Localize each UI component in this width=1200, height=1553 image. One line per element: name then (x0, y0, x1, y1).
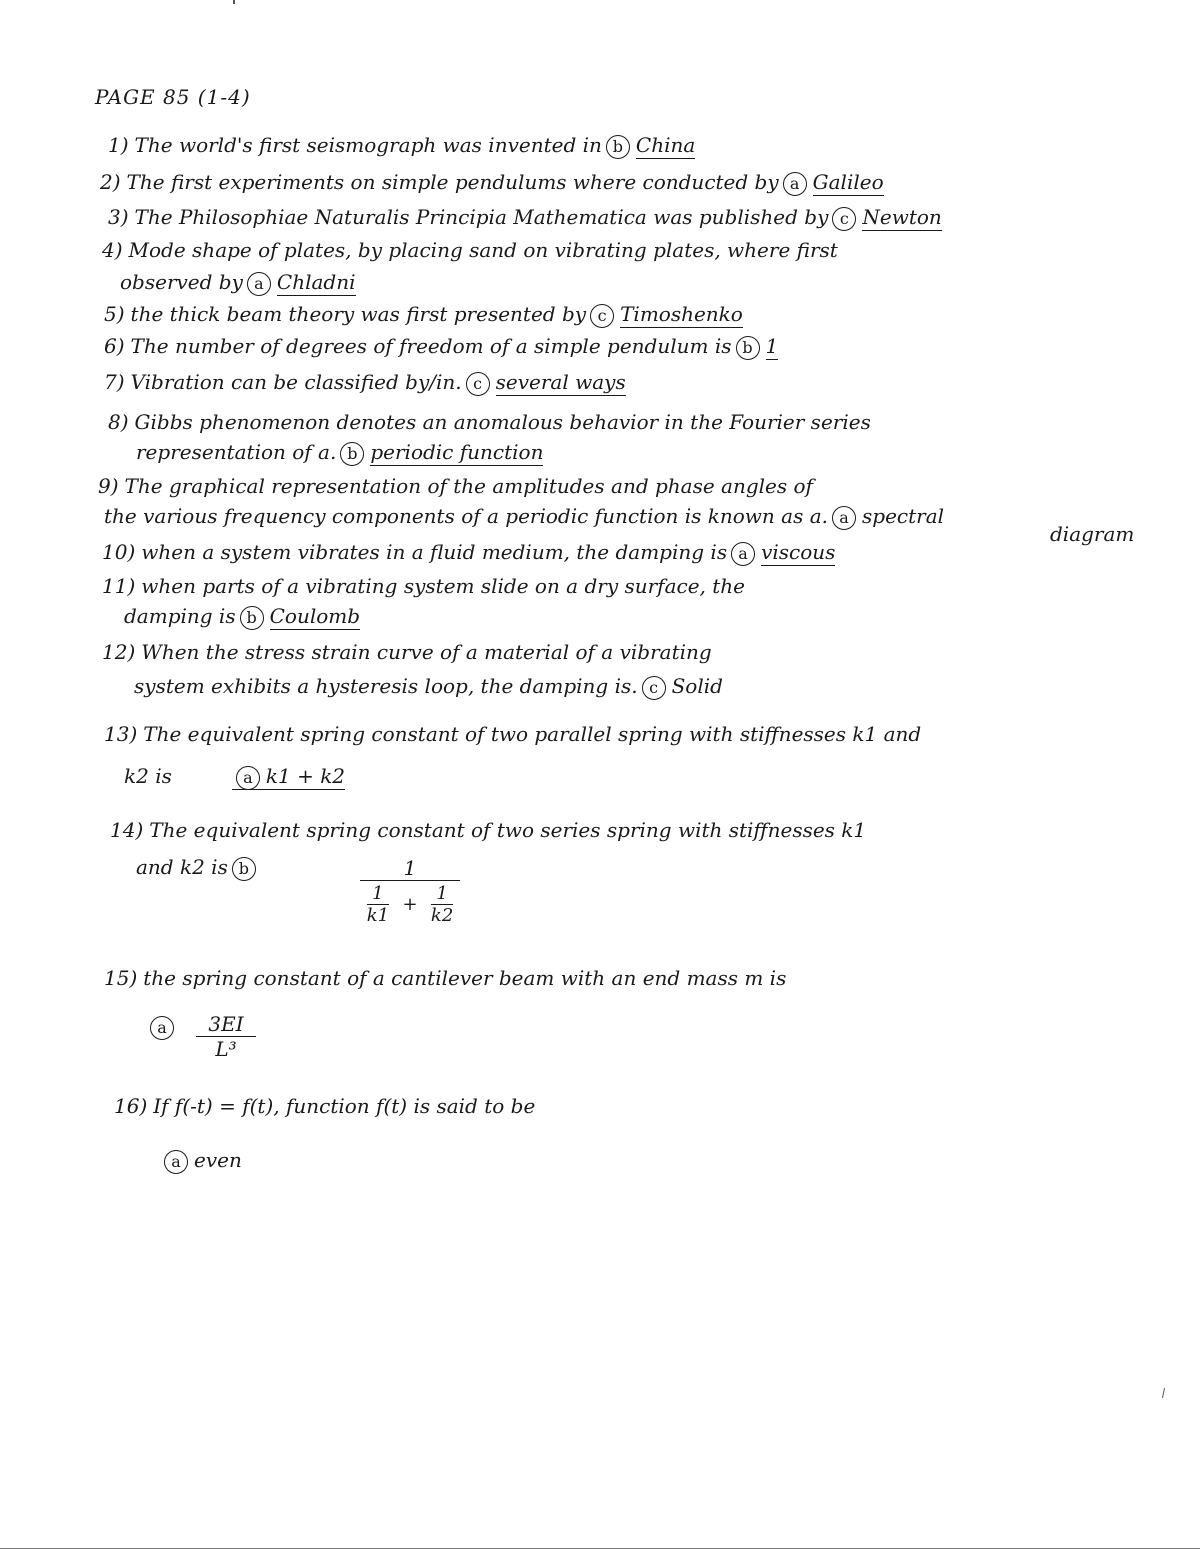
answer: 1 (765, 334, 779, 358)
question-number: 16) (114, 1094, 148, 1118)
question-number: 8) (108, 410, 129, 434)
question-number: 15) (104, 966, 138, 990)
question-number: 10) (102, 540, 136, 564)
fraction-numerator: 3EI (208, 1012, 244, 1036)
question-9-continued (104, 504, 944, 530)
question-text: observed by (120, 270, 243, 294)
question-text: damping is (124, 604, 236, 628)
answer-group (232, 764, 345, 790)
scan-mark (233, 0, 235, 4)
question-3 (108, 205, 942, 231)
question-4 (102, 238, 838, 262)
choice-marker: a (236, 766, 260, 790)
term-denominator: k1 (366, 905, 390, 926)
question-text: Gibbs phenomenon denotes an anomalous behavior in the Fourier series (134, 410, 871, 434)
question-text: the various frequency components of a periodic function is known as a. (104, 504, 828, 528)
answer: Newton (862, 205, 942, 229)
question-text: Mode shape of plates, by placing sand on vibrating plates, where first (128, 238, 838, 262)
question-13 (104, 722, 921, 746)
question-text: The number of degrees of freedom of a simple pendulum is (130, 334, 732, 358)
choice-marker: c (590, 304, 614, 328)
choice-marker: c (832, 207, 856, 231)
question-text: The world's first seismograph was invented in (134, 133, 602, 157)
question-text: when parts of a vibrating system slide on a dry surface, the (141, 574, 746, 598)
question-5 (104, 302, 743, 328)
answer: several ways (495, 370, 626, 394)
fraction-denominator (360, 883, 460, 926)
choice-marker: b (232, 857, 256, 881)
question-number: 13) (104, 722, 138, 746)
answer: China (635, 133, 696, 157)
question-text: representation of a. (136, 440, 337, 464)
scan-mark (1162, 1388, 1165, 1398)
choice-marker: a (164, 1150, 188, 1174)
question-number: 7) (104, 370, 125, 394)
choice-marker: c (642, 676, 666, 700)
question-text: The first experiments on simple pendulums where conducted by (126, 170, 779, 194)
question-9-answer-continued (1050, 522, 1134, 546)
question-number: 11) (102, 574, 136, 598)
question-16 (114, 1094, 535, 1118)
fraction-bar (360, 880, 460, 881)
question-text: and k2 is (136, 855, 228, 879)
question-10 (102, 540, 835, 566)
term-numerator: 1 (372, 883, 384, 904)
question-text: the spring constant of a cantilever beam with an end mass m is (143, 966, 787, 990)
question-14-continued (136, 855, 262, 881)
denominator-term-1 (367, 883, 389, 926)
question-12 (102, 640, 712, 664)
question-text: when a system vibrates in a fluid medium, the damping is (141, 540, 728, 564)
question-number: 9) (98, 474, 119, 498)
question-6 (104, 334, 778, 360)
choice-marker: b (240, 606, 264, 630)
question-9 (98, 474, 813, 498)
question-15 (104, 966, 786, 990)
question-text: The equivalent spring constant of two series spring with stiffnesses k1 (149, 818, 867, 842)
question-13-continued (124, 764, 345, 790)
question-number: 12) (102, 640, 136, 664)
term-numerator: 1 (436, 883, 448, 904)
denominator-term-2 (431, 883, 453, 926)
question-11-continued (124, 604, 360, 630)
question-text: The graphical representation of the amplitudes and phase angles of (124, 474, 813, 498)
answer-fraction (360, 856, 460, 926)
answer: viscous (761, 540, 836, 564)
question-number: 6) (104, 334, 125, 358)
answer: periodic function (370, 440, 544, 464)
answer: k1 + k2 (265, 764, 346, 788)
question-number: 3) (108, 205, 129, 229)
choice-marker: b (606, 135, 630, 159)
question-text: system exhibits a hysteresis loop, the damping is. (134, 674, 638, 698)
choice-marker: a (783, 172, 807, 196)
choice-marker: a (150, 1016, 174, 1040)
question-text: The equivalent spring constant of two parallel spring with stiffnesses k1 and (143, 722, 922, 746)
question-2 (100, 170, 884, 196)
answer: Chladni (276, 270, 356, 294)
answer: Coulomb (269, 604, 361, 628)
question-15-continued (146, 1014, 180, 1040)
question-text: The Philosophiae Naturalis Principia Mathematica was published by (134, 205, 829, 229)
question-number: 14) (110, 818, 144, 842)
plus-sign: + (402, 894, 418, 915)
fraction-numerator: 1 (403, 856, 417, 880)
choice-marker: b (340, 442, 364, 466)
term-denominator: k2 (430, 905, 454, 926)
question-text: k2 is (124, 764, 172, 788)
question-11 (102, 574, 745, 598)
choice-marker: a (731, 542, 755, 566)
answer: even (194, 1148, 242, 1172)
page-heading: PAGE 85 (1-4) (95, 85, 251, 109)
question-text: Vibration can be classified by/in. (130, 370, 462, 394)
answer: Timoshenko (620, 302, 743, 326)
choice-marker: a (247, 272, 271, 296)
choice-marker: a (832, 506, 856, 530)
question-text: the thick beam theory was first presented by (130, 302, 587, 326)
choice-marker: b (736, 336, 760, 360)
question-14 (110, 818, 866, 842)
scan-edge-line (0, 1548, 1200, 1549)
choice-marker: c (466, 372, 490, 396)
question-12-continued (134, 674, 723, 700)
answer: Solid (671, 674, 723, 698)
question-text: When the stress strain curve of a material of a vibrating (141, 640, 712, 664)
question-16-continued (160, 1148, 242, 1174)
question-number: 5) (104, 302, 125, 326)
question-text: If f(-t) = f(t), function f(t) is said to be (153, 1094, 536, 1118)
answer: diagram (1050, 522, 1135, 546)
question-8 (108, 410, 871, 434)
question-number: 4) (102, 238, 123, 262)
answer: spectral (862, 504, 945, 528)
question-7 (104, 370, 626, 396)
question-1 (108, 133, 695, 159)
answer-fraction (196, 1012, 256, 1061)
question-number: 1) (108, 133, 129, 157)
question-4-continued (120, 270, 356, 296)
question-number: 2) (100, 170, 121, 194)
fraction-denominator: L³ (215, 1037, 237, 1061)
question-8-continued (136, 440, 543, 466)
answer: Galileo (812, 170, 884, 194)
